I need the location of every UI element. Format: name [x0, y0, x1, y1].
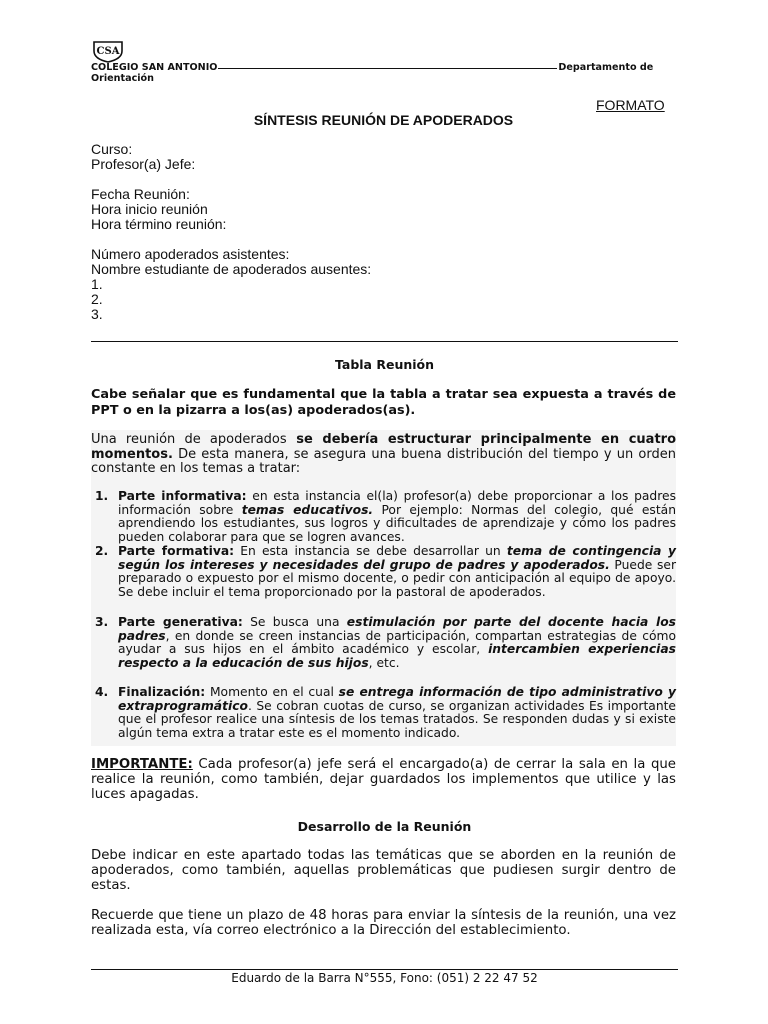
importante-paragraph: [91, 758, 676, 802]
item-text: En esta instancia se debe desarrollar un: [234, 544, 507, 558]
absent-line-1: 1.: [91, 276, 103, 292]
item-emphasis: intercambien experiencias respecto a la educación de sus hijos: [118, 642, 676, 670]
structure-text-a: Una reunión de apoderados: [91, 432, 287, 447]
formato-label: FORMATO: [596, 97, 665, 113]
page-title: SÍNTESIS REUNIÓN DE APODERADOS: [253, 112, 514, 128]
item-emphasis: temas educativos.: [241, 502, 374, 517]
field-curso: Curso:: [91, 141, 133, 157]
importante-text: Cada profesor(a) jefe será el encargado(a) de cerrar la sala en la que realice la reunión, como también, dejar guardados los implementos que utilice y las luces apagadas.: [91, 757, 676, 802]
item-label: Finalización:: [118, 685, 206, 699]
tabla-intro: Cabe señalar que es fundamental que la tabla a tratar sea expuesta a través de PPT o en la pizarra a los(as) apoderados(as).: [91, 387, 676, 418]
list-number: 3.: [95, 615, 109, 629]
school-name: COLEGIO SAN ANTONIO: [91, 62, 218, 73]
meeting-fields: [91, 142, 371, 322]
department-name-cont: Orientación: [91, 73, 154, 84]
list-number: 1.: [95, 489, 109, 503]
item-text: , etc.: [368, 655, 400, 670]
desarrollo-paragraph-2: Recuerde que tiene un plazo de 48 horas para enviar la síntesis de la reunión, una vez realizada esta, vía correo electrónico a la Dirección del establecimiento.: [91, 908, 676, 938]
field-fecha: Fecha Reunión:: [91, 186, 190, 202]
structure-text-c: De esta manera, se asegura una buena distribución del tiempo y un orden constante en los temas a tratar:: [91, 446, 676, 476]
item-text: Puede ser preparado o expuesto por el mismo docente, o pedir con anticipación al equipo de apoyo. Se debe incluir el tema proporcionado por la pastoral de apoderados.: [118, 557, 676, 599]
field-nombre-ausentes: Nombre estudiante de apoderados ausentes:: [91, 261, 372, 277]
field-hora-termino: Hora término reunión:: [91, 216, 227, 232]
list-number: 2.: [95, 544, 109, 558]
tabla-heading: Tabla Reunión: [334, 357, 435, 372]
item-text: . Se cobran cuotas de curso, se organizan actividades Es importante que el profesor realice una síntesis de los temas tratados. Se responden dudas y si existe algún tema extra a tratar este es el momento indicado.: [118, 698, 676, 740]
list-number: 4.: [95, 685, 109, 699]
section-divider: [91, 341, 678, 342]
field-numero-asistentes: Número apoderados asistentes:: [91, 246, 290, 262]
item-label: Parte informativa:: [118, 489, 247, 503]
item-text: en esta instancia el(la) profesor(a) debe proporcionar a los padres información sobre: [118, 489, 676, 517]
item-emphasis: estimulación por parte del docente hacia los padres: [118, 615, 676, 643]
item-text: , en donde se creen instancias de participación, compartan estrategias de cómo ayudar a sus hijos en el ámbito académico y escolar,: [118, 628, 676, 657]
structure-paragraph: [91, 433, 676, 477]
list-item: [93, 490, 676, 544]
importante-label: IMPORTANTE:: [91, 757, 193, 772]
list-item: [93, 686, 676, 740]
header-line: [91, 62, 681, 73]
department-name: Departamento de: [558, 62, 654, 73]
absent-line-2: 2.: [91, 291, 103, 307]
item-text: Momento en el cual: [205, 685, 339, 699]
list-item: [93, 616, 676, 670]
item-label: Parte generativa:: [118, 615, 243, 629]
desarrollo-paragraph-1: Debe indicar en este apartado todas las temáticas que se aborden en la reunión de apoderados, como también, aquellas problemáticas que pudiesen surgir dentro de estas.: [91, 848, 676, 893]
item-text: Se busca una: [242, 615, 347, 629]
item-text: Por ejemplo: Normas del colegio, qué están aprendiendo los estudiantes, sus logros y dificultades de aprendizaje y cómo los padres pueden colaborar para que se logren avances.: [118, 502, 676, 544]
absent-line-3: 3.: [91, 306, 103, 322]
field-hora-inicio: Hora inicio reunión: [91, 201, 208, 217]
list-item: [93, 545, 676, 599]
school-logo: [90, 37, 126, 63]
logo-text: CSA: [96, 46, 120, 57]
header-rule: [218, 68, 557, 69]
item-emphasis: se entrega información de tipo administrativo y extraprogramático: [118, 685, 676, 713]
footer-address: Eduardo de la Barra N°555, Fono: (051) 2 22 47 52: [231, 971, 538, 985]
item-label: Parte formativa:: [118, 544, 235, 558]
item-emphasis: tema de contingencia y según los intereses y necesidades del grupo de padres y apoderados.: [118, 544, 676, 572]
footer-divider: [91, 969, 678, 970]
desarrollo-heading: Desarrollo de la Reunión: [297, 819, 472, 834]
field-profesor: Profesor(a) Jefe:: [91, 156, 196, 172]
structure-text-bold: se debería estructurar principalmente en cuatro momentos.: [91, 432, 677, 462]
